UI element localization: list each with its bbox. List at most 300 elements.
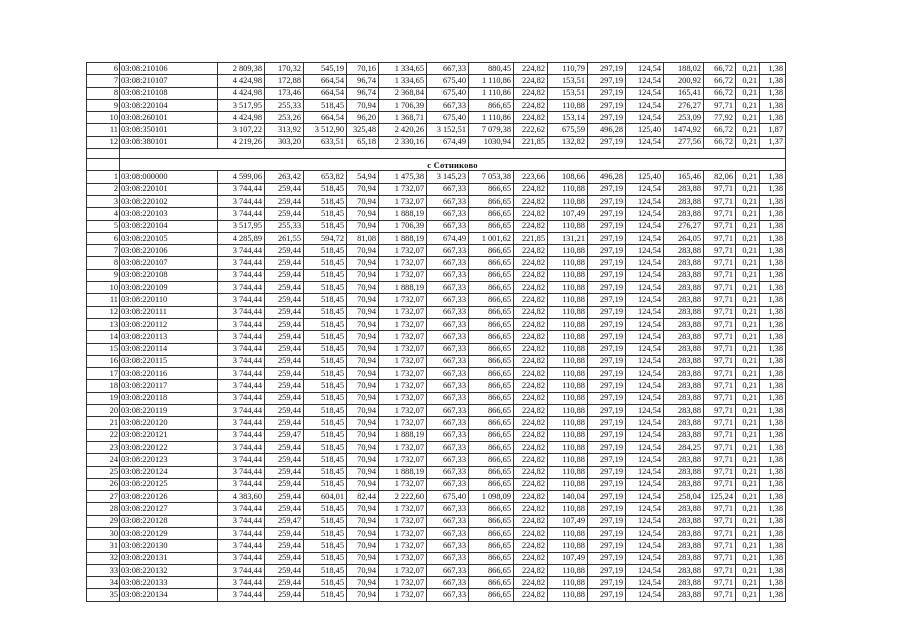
value-cell: 1,38 xyxy=(760,515,786,527)
value-cell: 124,54 xyxy=(626,269,664,281)
value-cell: 3 744,44 xyxy=(218,368,265,380)
value-cell: 667,33 xyxy=(427,405,469,417)
value-cell: 124,54 xyxy=(626,257,664,269)
value-cell: 1,38 xyxy=(760,564,786,576)
row-number-cell: 4 xyxy=(87,208,120,220)
value-cell: 277,56 xyxy=(664,136,704,148)
value-cell: 0,21 xyxy=(736,429,760,441)
value-cell: 124,54 xyxy=(626,392,664,404)
value-cell: 70,94 xyxy=(347,527,379,539)
value-cell: 124,54 xyxy=(626,331,664,343)
row-number-cell: 7 xyxy=(87,75,120,87)
value-cell: 518,45 xyxy=(304,589,347,601)
value-cell: 3 744,44 xyxy=(218,540,265,552)
value-cell: 297,19 xyxy=(588,318,626,330)
value-cell: 125,24 xyxy=(704,491,736,503)
cadastral-code-cell: 03:08:220112 xyxy=(120,318,218,330)
value-cell: 3 744,44 xyxy=(218,429,265,441)
table-row xyxy=(87,245,786,257)
value-cell: 258,04 xyxy=(664,491,704,503)
table-row xyxy=(87,540,786,552)
value-cell: 3 744,44 xyxy=(218,515,265,527)
value-cell: 110,88 xyxy=(548,183,588,195)
value-cell: 224,82 xyxy=(514,503,548,515)
value-cell: 3 744,44 xyxy=(218,441,265,453)
value-cell: 110,88 xyxy=(548,355,588,367)
value-cell: 124,54 xyxy=(626,282,664,294)
value-cell: 0,21 xyxy=(736,220,760,232)
value-cell: 1,38 xyxy=(760,306,786,318)
value-cell: 667,33 xyxy=(427,257,469,269)
row-number-cell: 32 xyxy=(87,552,120,564)
value-cell: 124,54 xyxy=(626,503,664,515)
cadastral-code-cell: 03:08:220109 xyxy=(120,282,218,294)
value-cell: 70,94 xyxy=(347,564,379,576)
value-cell: 70,94 xyxy=(347,183,379,195)
value-cell: 667,33 xyxy=(427,552,469,564)
value-cell: 124,54 xyxy=(626,491,664,503)
value-cell: 124,54 xyxy=(626,589,664,601)
value-cell: 297,19 xyxy=(588,99,626,111)
cadastral-code-cell: 03:08:380101 xyxy=(120,136,218,148)
value-cell: 283,88 xyxy=(664,195,704,207)
value-cell: 110,88 xyxy=(548,318,588,330)
value-cell: 3 744,44 xyxy=(218,331,265,343)
value-cell: 1,38 xyxy=(760,454,786,466)
value-cell: 259,44 xyxy=(265,294,304,306)
value-cell: 667,33 xyxy=(427,589,469,601)
row-number-cell: 13 xyxy=(87,318,120,330)
value-cell: 259,44 xyxy=(265,491,304,503)
table-row xyxy=(87,478,786,490)
value-cell: 97,71 xyxy=(704,503,736,515)
table-row xyxy=(87,429,786,441)
value-cell: 97,71 xyxy=(704,429,736,441)
value-cell: 97,71 xyxy=(704,269,736,281)
value-cell: 224,82 xyxy=(514,515,548,527)
row-number-cell: 2 xyxy=(87,183,120,195)
value-cell: 132,82 xyxy=(548,136,588,148)
row-number-cell: 5 xyxy=(87,220,120,232)
value-cell: 70,94 xyxy=(347,552,379,564)
value-cell: 259,44 xyxy=(265,405,304,417)
value-cell: 667,33 xyxy=(427,478,469,490)
value-cell: 1,38 xyxy=(760,478,786,490)
value-cell: 664,54 xyxy=(304,87,347,99)
table-row xyxy=(87,183,786,195)
value-cell: 283,88 xyxy=(664,454,704,466)
row-number-cell: 26 xyxy=(87,478,120,490)
value-cell: 297,19 xyxy=(588,208,626,220)
value-cell: 224,82 xyxy=(514,99,548,111)
value-cell: 1,38 xyxy=(760,355,786,367)
value-cell: 224,82 xyxy=(514,87,548,99)
value-cell: 283,88 xyxy=(664,540,704,552)
value-cell: 224,82 xyxy=(514,417,548,429)
value-cell: 667,33 xyxy=(427,99,469,111)
value-cell: 259,44 xyxy=(265,392,304,404)
value-cell: 110,88 xyxy=(548,269,588,281)
value-cell: 0,21 xyxy=(736,466,760,478)
value-cell: 3 744,44 xyxy=(218,183,265,195)
value-cell: 259,44 xyxy=(265,441,304,453)
value-cell: 153,51 xyxy=(548,87,588,99)
value-cell: 110,88 xyxy=(548,306,588,318)
value-cell: 70,94 xyxy=(347,282,379,294)
value-cell: 1,38 xyxy=(760,343,786,355)
value-cell: 70,94 xyxy=(347,589,379,601)
value-cell: 297,19 xyxy=(588,589,626,601)
value-cell: 124,54 xyxy=(626,515,664,527)
value-cell: 124,54 xyxy=(626,136,664,148)
value-cell: 110,88 xyxy=(548,257,588,269)
value-cell: 110,88 xyxy=(548,99,588,111)
value-cell: 0,21 xyxy=(736,136,760,148)
value-cell: 1 888,19 xyxy=(379,282,427,294)
value-cell: 107,49 xyxy=(548,208,588,220)
value-cell: 0,21 xyxy=(736,245,760,257)
value-cell: 259,47 xyxy=(265,429,304,441)
cadastral-code-cell: 03:08:220121 xyxy=(120,429,218,441)
table-row xyxy=(87,306,786,318)
value-cell: 866,65 xyxy=(469,478,514,490)
value-cell: 518,45 xyxy=(304,392,347,404)
value-cell: 70,94 xyxy=(347,318,379,330)
value-cell: 866,65 xyxy=(469,183,514,195)
value-cell: 283,88 xyxy=(664,294,704,306)
value-cell: 297,19 xyxy=(588,63,626,75)
value-cell: 1 732,07 xyxy=(379,564,427,576)
value-cell: 224,82 xyxy=(514,343,548,355)
value-cell: 110,88 xyxy=(548,368,588,380)
value-cell: 1,38 xyxy=(760,577,786,589)
value-cell: 667,33 xyxy=(427,515,469,527)
value-cell: 97,71 xyxy=(704,257,736,269)
value-cell: 2 330,16 xyxy=(379,136,427,148)
rows-top-group xyxy=(87,63,786,149)
value-cell: 1 732,07 xyxy=(379,294,427,306)
value-cell: 253,26 xyxy=(265,112,304,124)
value-cell: 283,88 xyxy=(664,245,704,257)
cadastral-code-cell: 03:08:220128 xyxy=(120,515,218,527)
value-cell: 0,21 xyxy=(736,478,760,490)
value-cell: 518,45 xyxy=(304,405,347,417)
value-cell: 297,19 xyxy=(588,75,626,87)
value-cell: 110,88 xyxy=(548,392,588,404)
value-cell: 124,54 xyxy=(626,208,664,220)
value-cell: 97,71 xyxy=(704,343,736,355)
value-cell: 70,94 xyxy=(347,478,379,490)
value-cell: 0,21 xyxy=(736,392,760,404)
value-cell: 1 732,07 xyxy=(379,392,427,404)
value-cell: 675,59 xyxy=(548,124,588,136)
value-cell: 110,88 xyxy=(548,527,588,539)
value-cell: 110,88 xyxy=(548,577,588,589)
value-cell: 224,82 xyxy=(514,75,548,87)
value-cell: 518,45 xyxy=(304,441,347,453)
value-cell: 518,45 xyxy=(304,368,347,380)
row-number-cell: 34 xyxy=(87,577,120,589)
value-cell: 224,82 xyxy=(514,527,548,539)
value-cell: 297,19 xyxy=(588,577,626,589)
value-cell: 1,38 xyxy=(760,429,786,441)
value-cell: 518,45 xyxy=(304,195,347,207)
value-cell: 3 744,44 xyxy=(218,552,265,564)
value-cell: 0,21 xyxy=(736,515,760,527)
value-cell: 866,65 xyxy=(469,257,514,269)
value-cell: 110,88 xyxy=(548,417,588,429)
value-cell: 124,54 xyxy=(626,355,664,367)
cadastral-value-table xyxy=(86,62,786,602)
value-cell: 3 744,44 xyxy=(218,454,265,466)
value-cell: 200,92 xyxy=(664,75,704,87)
value-cell: 518,45 xyxy=(304,454,347,466)
value-cell: 70,94 xyxy=(347,368,379,380)
value-cell: 125,40 xyxy=(626,124,664,136)
value-cell: 110,88 xyxy=(548,478,588,490)
value-cell: 3 152,51 xyxy=(427,124,469,136)
table-row xyxy=(87,343,786,355)
value-cell: 667,33 xyxy=(427,208,469,220)
row-number-cell: 8 xyxy=(87,87,120,99)
value-cell: 674,49 xyxy=(427,136,469,148)
value-cell: 124,54 xyxy=(626,405,664,417)
value-cell: 259,44 xyxy=(265,417,304,429)
value-cell: 1 334,65 xyxy=(379,75,427,87)
value-cell: 82,06 xyxy=(704,171,736,183)
value-cell: 1,38 xyxy=(760,380,786,392)
value-cell: 1,38 xyxy=(760,220,786,232)
value-cell: 259,44 xyxy=(265,318,304,330)
row-number-cell: 6 xyxy=(87,232,120,244)
value-cell: 653,82 xyxy=(304,171,347,183)
value-cell: 667,33 xyxy=(427,577,469,589)
value-cell: 70,94 xyxy=(347,515,379,527)
value-cell: 0,21 xyxy=(736,405,760,417)
value-cell: 1,38 xyxy=(760,331,786,343)
cadastral-code-cell: 03:08:220108 xyxy=(120,269,218,281)
value-cell: 518,45 xyxy=(304,208,347,220)
value-cell: 97,71 xyxy=(704,405,736,417)
value-cell: 110,88 xyxy=(548,540,588,552)
value-cell: 866,65 xyxy=(469,589,514,601)
value-cell: 0,21 xyxy=(736,269,760,281)
table-row xyxy=(87,417,786,429)
cadastral-code-cell: 03:08:220111 xyxy=(120,306,218,318)
value-cell: 110,88 xyxy=(548,245,588,257)
value-cell: 259,44 xyxy=(265,503,304,515)
value-cell: 224,82 xyxy=(514,454,548,466)
cadastral-code-cell: 03:08:220132 xyxy=(120,564,218,576)
value-cell: 224,82 xyxy=(514,355,548,367)
value-cell: 70,94 xyxy=(347,294,379,306)
value-cell: 0,21 xyxy=(736,318,760,330)
value-cell: 253,09 xyxy=(664,112,704,124)
value-cell: 0,21 xyxy=(736,294,760,306)
value-cell: 0,21 xyxy=(736,282,760,294)
value-cell: 0,21 xyxy=(736,441,760,453)
value-cell: 297,19 xyxy=(588,112,626,124)
value-cell: 97,71 xyxy=(704,454,736,466)
row-number-cell: 11 xyxy=(87,294,120,306)
table-row xyxy=(87,355,786,367)
value-cell: 1,38 xyxy=(760,112,786,124)
value-cell: 283,88 xyxy=(664,318,704,330)
value-cell: 259,44 xyxy=(265,306,304,318)
value-cell: 110,88 xyxy=(548,466,588,478)
value-cell: 2 222,60 xyxy=(379,491,427,503)
value-cell: 124,54 xyxy=(626,429,664,441)
value-cell: 1,38 xyxy=(760,491,786,503)
value-cell: 283,88 xyxy=(664,503,704,515)
value-cell: 297,19 xyxy=(588,540,626,552)
row-number-cell: 35 xyxy=(87,589,120,601)
value-cell: 224,82 xyxy=(514,294,548,306)
value-cell: 97,71 xyxy=(704,208,736,220)
value-cell: 224,82 xyxy=(514,380,548,392)
value-cell: 97,71 xyxy=(704,478,736,490)
value-cell: 3 512,90 xyxy=(304,124,347,136)
cadastral-code-cell: 03:08:220126 xyxy=(120,491,218,503)
table-row xyxy=(87,257,786,269)
cadastral-code-cell: 03:08:210107 xyxy=(120,75,218,87)
value-cell: 0,21 xyxy=(736,306,760,318)
value-cell: 297,19 xyxy=(588,392,626,404)
value-cell: 97,71 xyxy=(704,540,736,552)
value-cell: 866,65 xyxy=(469,318,514,330)
table-row xyxy=(87,195,786,207)
value-cell: 2 809,38 xyxy=(218,63,265,75)
table-row xyxy=(87,124,786,136)
row-number-cell: 29 xyxy=(87,515,120,527)
value-cell: 1 110,86 xyxy=(469,112,514,124)
value-cell: 261,55 xyxy=(265,232,304,244)
value-cell: 110,88 xyxy=(548,331,588,343)
value-cell: 297,19 xyxy=(588,195,626,207)
value-cell: 297,19 xyxy=(588,220,626,232)
value-cell: 297,19 xyxy=(588,405,626,417)
value-cell: 1 732,07 xyxy=(379,257,427,269)
value-cell: 866,65 xyxy=(469,466,514,478)
row-number-cell: 10 xyxy=(87,112,120,124)
value-cell: 1 888,19 xyxy=(379,208,427,220)
value-cell: 283,88 xyxy=(664,564,704,576)
value-cell: 0,21 xyxy=(736,368,760,380)
value-cell: 297,19 xyxy=(588,294,626,306)
value-cell: 518,45 xyxy=(304,343,347,355)
value-cell: 866,65 xyxy=(469,429,514,441)
value-cell: 124,54 xyxy=(626,318,664,330)
value-cell: 124,54 xyxy=(626,466,664,478)
value-cell: 297,19 xyxy=(588,441,626,453)
value-cell: 518,45 xyxy=(304,527,347,539)
cadastral-code-cell: 03:08:210106 xyxy=(120,63,218,75)
value-cell: 108,66 xyxy=(548,171,588,183)
cadastral-code-cell: 03:08:220116 xyxy=(120,368,218,380)
value-cell: 97,71 xyxy=(704,306,736,318)
value-cell: 124,54 xyxy=(626,577,664,589)
value-cell: 313,92 xyxy=(265,124,304,136)
value-cell: 140,04 xyxy=(548,491,588,503)
value-cell: 97,71 xyxy=(704,380,736,392)
row-number-cell: 8 xyxy=(87,257,120,269)
table-row xyxy=(87,99,786,111)
value-cell: 3 744,44 xyxy=(218,577,265,589)
value-cell: 4 219,26 xyxy=(218,136,265,148)
cadastral-code-cell: 03:08:220130 xyxy=(120,540,218,552)
value-cell: 97,71 xyxy=(704,564,736,576)
value-cell: 1 888,19 xyxy=(379,232,427,244)
row-number-cell: 27 xyxy=(87,491,120,503)
cadastral-code-cell: 03:08:220115 xyxy=(120,355,218,367)
value-cell: 4 285,89 xyxy=(218,232,265,244)
value-cell: 66,72 xyxy=(704,136,736,148)
value-cell: 283,88 xyxy=(664,306,704,318)
table-row xyxy=(87,589,786,601)
value-cell: 518,45 xyxy=(304,515,347,527)
value-cell: 1 732,07 xyxy=(379,195,427,207)
value-cell: 518,45 xyxy=(304,269,347,281)
cadastral-code-cell: 03:08:220129 xyxy=(120,527,218,539)
value-cell: 1,38 xyxy=(760,318,786,330)
table-row xyxy=(87,208,786,220)
value-cell: 325,48 xyxy=(347,124,379,136)
value-cell: 866,65 xyxy=(469,368,514,380)
value-cell: 1,38 xyxy=(760,294,786,306)
value-cell: 124,54 xyxy=(626,220,664,232)
value-cell: 124,54 xyxy=(626,232,664,244)
cadastral-code-cell: 03:08:220125 xyxy=(120,478,218,490)
value-cell: 667,33 xyxy=(427,564,469,576)
value-cell: 153,51 xyxy=(548,75,588,87)
row-number-cell: 33 xyxy=(87,564,120,576)
value-cell: 224,82 xyxy=(514,540,548,552)
value-cell: 667,33 xyxy=(427,245,469,257)
value-cell: 224,82 xyxy=(514,318,548,330)
value-cell: 667,33 xyxy=(427,429,469,441)
value-cell: 170,32 xyxy=(265,63,304,75)
value-cell: 70,94 xyxy=(347,540,379,552)
table-row xyxy=(87,232,786,244)
value-cell: 259,44 xyxy=(265,478,304,490)
value-cell: 153,14 xyxy=(548,112,588,124)
value-cell: 224,82 xyxy=(514,552,548,564)
value-cell: 3 744,44 xyxy=(218,503,265,515)
cadastral-code-cell: 03:08:220101 xyxy=(120,183,218,195)
value-cell: 1474,92 xyxy=(664,124,704,136)
value-cell: 664,54 xyxy=(304,112,347,124)
value-cell: 3 744,44 xyxy=(218,380,265,392)
table-row xyxy=(87,171,786,183)
table-row xyxy=(87,454,786,466)
value-cell: 110,88 xyxy=(548,343,588,355)
value-cell: 675,40 xyxy=(427,87,469,99)
value-cell: 124,54 xyxy=(626,564,664,576)
value-cell: 1 732,07 xyxy=(379,417,427,429)
value-cell: 1,87 xyxy=(760,124,786,136)
value-cell: 221,85 xyxy=(514,232,548,244)
value-cell: 224,82 xyxy=(514,577,548,589)
value-cell: 188,02 xyxy=(664,63,704,75)
value-cell: 1 732,07 xyxy=(379,269,427,281)
value-cell: 0,21 xyxy=(736,208,760,220)
value-cell: 66,72 xyxy=(704,87,736,99)
value-cell: 1,38 xyxy=(760,552,786,564)
value-cell: 866,65 xyxy=(469,220,514,232)
value-cell: 1 732,07 xyxy=(379,355,427,367)
value-cell: 1 110,86 xyxy=(469,87,514,99)
value-cell: 1,37 xyxy=(760,136,786,148)
